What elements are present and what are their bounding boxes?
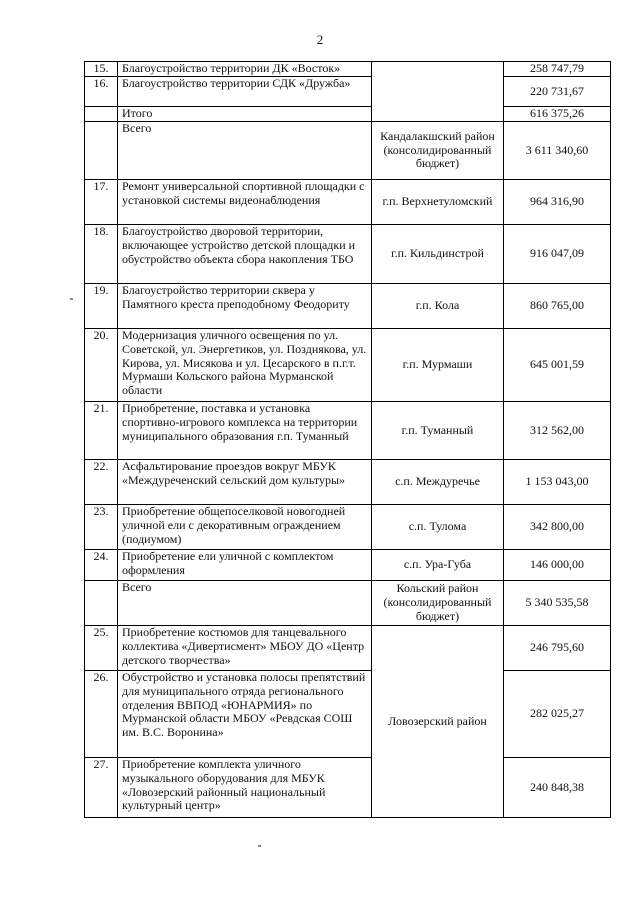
row-sum: 312 562,00 [504, 402, 611, 460]
table-row [85, 550, 611, 581]
row-name: Обустройство и установка полосы препятствий для муниципального отряда регионального отделения ВВПОД «ЮНАРМИЯ» по Мурманской области МБОУ «Ревдская СОШ им. В.С. Воронина» [118, 671, 372, 758]
row-name: Модернизация уличного освещения по ул. Советской, ул. Энергетиков, ул. Позднякова, ул. Кирова, ул. Мисякова и ул. Цесарского в п.г.т. Мурмаши Кольского района Мурманской области [118, 329, 372, 402]
row-area: г.п. Туманный [372, 402, 504, 460]
row-number: 27. [85, 758, 118, 818]
row-sum: 246 795,60 [504, 626, 611, 671]
table-row [85, 77, 611, 107]
table-row [85, 460, 611, 505]
row-area [372, 62, 504, 122]
row-name: Всего [118, 581, 372, 626]
row-number: 18. [85, 225, 118, 284]
row-area: г.п. Верхнетуломский [372, 180, 504, 225]
table-row [85, 62, 611, 77]
row-name: Ремонт универсальной спортивной площадки с установкой системы видеонаблюдения [118, 180, 372, 225]
row-name: Благоустройство дворовой территории, включающее устройство детской площадки и обустройство объекта сбора накопления ТБО [118, 225, 372, 284]
table-row [85, 758, 611, 818]
row-number: 22. [85, 460, 118, 505]
table-row [85, 402, 611, 460]
row-area: г.п. Мурмаши [372, 329, 504, 402]
table-row [85, 505, 611, 550]
row-area: с.п. Междуречье [372, 460, 504, 505]
row-name: Приобретение общепоселковой новогодней уличной ели с декоративным ограждением (подиумом) [118, 505, 372, 550]
row-sum: 146 000,00 [504, 550, 611, 581]
row-name: Благоустройство территории СДК «Дружба» [118, 77, 372, 107]
scan-speck [70, 298, 73, 300]
row-number [85, 122, 118, 180]
row-area: Ловозерский район [372, 626, 504, 818]
row-number: 16. [85, 77, 118, 107]
row-area: Кандалакшский район (консолидированный бюджет) [372, 122, 504, 180]
row-sum: 342 800,00 [504, 505, 611, 550]
row-name: Всего [118, 122, 372, 180]
row-number [85, 581, 118, 626]
row-area: г.п. Кильдинстрой [372, 225, 504, 284]
page-number: 2 [316, 32, 324, 47]
row-number [85, 107, 118, 122]
table-row [85, 671, 611, 758]
row-number: 17. [85, 180, 118, 225]
row-sum: 220 731,67 [504, 77, 611, 107]
row-name: Приобретение ели уличной с комплектом оформления [118, 550, 372, 581]
row-sum: 258 747,79 [504, 62, 611, 77]
row-sum: 645 001,59 [504, 329, 611, 402]
row-number: 20. [85, 329, 118, 402]
row-sum: 964 316,90 [504, 180, 611, 225]
table-row [85, 626, 611, 671]
row-sum: 616 375,26 [504, 107, 611, 122]
row-area: Кольский район (консолидированный бюджет) [372, 581, 504, 626]
budget-table [84, 61, 611, 818]
row-name: Приобретение костюмов для танцевального коллектива «Дивертисмент» МБОУ ДО «Центр детского творчества» [118, 626, 372, 671]
row-name: Асфальтирование проездов вокруг МБУК «Междуреченский сельский дом культуры» [118, 460, 372, 505]
row-number: 15. [85, 62, 118, 77]
row-name: Приобретение, поставка и установка спортивно-игрового комплекса на территории муниципального образования г.п. Туманный [118, 402, 372, 460]
row-number: 24. [85, 550, 118, 581]
scan-speck [258, 845, 261, 847]
row-area: с.п. Тулома [372, 505, 504, 550]
table-row [85, 107, 611, 122]
table-row [85, 581, 611, 626]
table-row [85, 225, 611, 284]
row-sum: 5 340 535,58 [504, 581, 611, 626]
row-sum: 860 765,00 [504, 284, 611, 329]
table-row [85, 180, 611, 225]
row-area: г.п. Кола [372, 284, 504, 329]
row-sum: 916 047,09 [504, 225, 611, 284]
row-name: Благоустройство территории сквера у Памятного креста преподобному Феодориту [118, 284, 372, 329]
row-name: Приобретение комплекта уличного музыкального оборудования для МБУК «Ловозерский районный национальный культурный центр» [118, 758, 372, 818]
row-sum: 240 848,38 [504, 758, 611, 818]
row-number: 23. [85, 505, 118, 550]
table-row [85, 284, 611, 329]
row-name: Благоустройство территории ДК «Восток» [118, 62, 372, 77]
row-area: с.п. Ура-Губа [372, 550, 504, 581]
table-row [85, 122, 611, 180]
row-number: 25. [85, 626, 118, 671]
row-number: 19. [85, 284, 118, 329]
row-sum: 282 025,27 [504, 671, 611, 758]
table-row [85, 329, 611, 402]
row-name: Итого [118, 107, 372, 122]
row-number: 26. [85, 671, 118, 758]
row-number: 21. [85, 402, 118, 460]
row-sum: 3 611 340,60 [504, 122, 611, 180]
row-sum: 1 153 043,00 [504, 460, 611, 505]
